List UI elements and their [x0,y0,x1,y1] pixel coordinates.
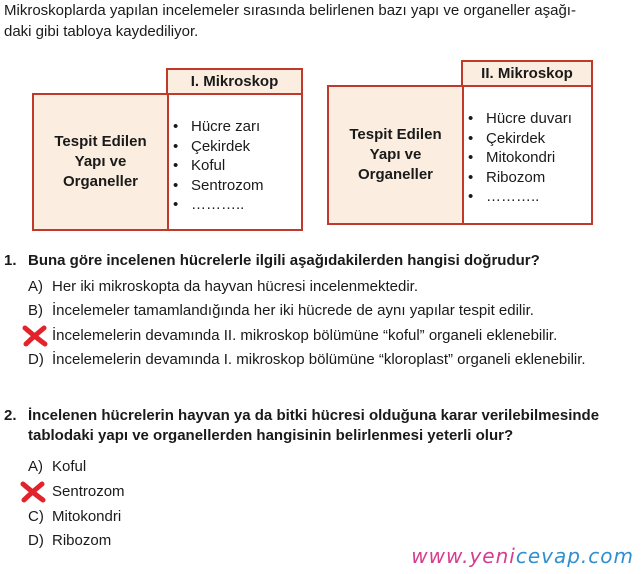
stem-text: Buna göre incelenen hücrelerle ilgili aşağıdakilerden hangisi doğrudur? [28,252,540,269]
question-number: 2. [4,407,17,424]
intro-line: Mikroskoplarda yapılan incelemeler sırasında belirlenen bazı yapı ve organeller aşağı- [4,2,576,19]
stem-line [4,251,540,271]
list-item: • Mitokondri [464,148,591,168]
option-text: Sentrozom [52,483,125,500]
intro-line: daki gibi tabloya kaydediliyor. [4,23,199,40]
table-2-items-list [464,109,591,207]
table-1-row-label [32,93,169,231]
question-2-option-d[interactable] [28,531,111,551]
question-1-option-c[interactable] [28,326,557,346]
row-label-line: Yapı ve [74,153,127,170]
list-item: • Hücre duvarı [464,109,591,129]
row-label-line: Organeller [62,173,138,190]
option-text: Her iki mikroskopta da hayvan hücresi incelenmektedir. [52,278,418,295]
list-item: • Sentrozom [169,176,301,196]
row-label-line: Yapı ve [369,146,422,163]
option-text: İncelemelerin devamında I. mikroskop bölümüne “kloroplast” organeli eklenebilir. [52,351,586,368]
watermark-part: www.yeni [411,544,516,568]
watermark-part: cevap.com [515,544,634,568]
option-letter: A) [28,278,43,295]
question-1-stem [4,251,540,271]
stem-line: tablodaki yapı ve organellerden hangisinin belirlenmesi yeterli olur? [28,427,514,444]
table-2-header: II. Mikroskop [461,60,593,87]
table-1-items-list [169,117,301,215]
question-2-option-a[interactable] [28,457,86,477]
option-text: Ribozom [52,532,112,549]
watermark-url [411,544,634,568]
list-item: • Çekirdek [169,137,301,157]
list-item: • Koful [169,156,301,176]
stem-line [4,406,599,426]
table-2-items-cell [462,85,593,225]
intro-paragraph [4,0,640,42]
option-letter: D) [28,351,44,368]
option-letter: D) [28,532,44,549]
cross-mark-icon [20,481,46,503]
option-letter: B) [28,302,43,319]
list-item: • Hücre zarı [169,117,301,137]
question-1-option-b[interactable] [28,301,534,321]
option-letter: C) [28,508,44,525]
row-label-line: Tespit Edilen [54,133,147,150]
option-text: İncelemeler tamamlandığında her iki hücrede de aynı yapılar tespit edilir. [52,302,534,319]
list-item: • ……….. [464,187,591,207]
question-2-option-c[interactable] [28,507,121,527]
list-item: • ……….. [169,195,301,215]
question-number: 1. [4,252,17,269]
question-2-stem [4,406,599,446]
option-text: İncelemelerin devamında II. mikroskop bölümüne “koful” organeli eklenebilir. [52,327,558,344]
option-letter: A) [28,458,43,475]
row-label-line: Tespit Edilen [349,126,442,143]
question-1-option-a[interactable] [28,277,418,297]
list-item: • Çekirdek [464,129,591,149]
option-text: Mitokondri [52,508,122,525]
list-item: • Ribozom [464,168,591,188]
row-label-line: Organeller [357,166,433,183]
question-1-option-d[interactable] [28,350,586,370]
cross-mark-icon [22,325,48,347]
stem-text: İncelenen hücrelerin hayvan ya da bitki hücresi olduğuna karar verilebilmesinde [28,407,600,424]
option-text: Koful [52,458,87,475]
table-1-items-cell [167,93,303,231]
table-1-header: I. Mikroskop [166,68,303,95]
table-2-row-label [327,85,464,225]
